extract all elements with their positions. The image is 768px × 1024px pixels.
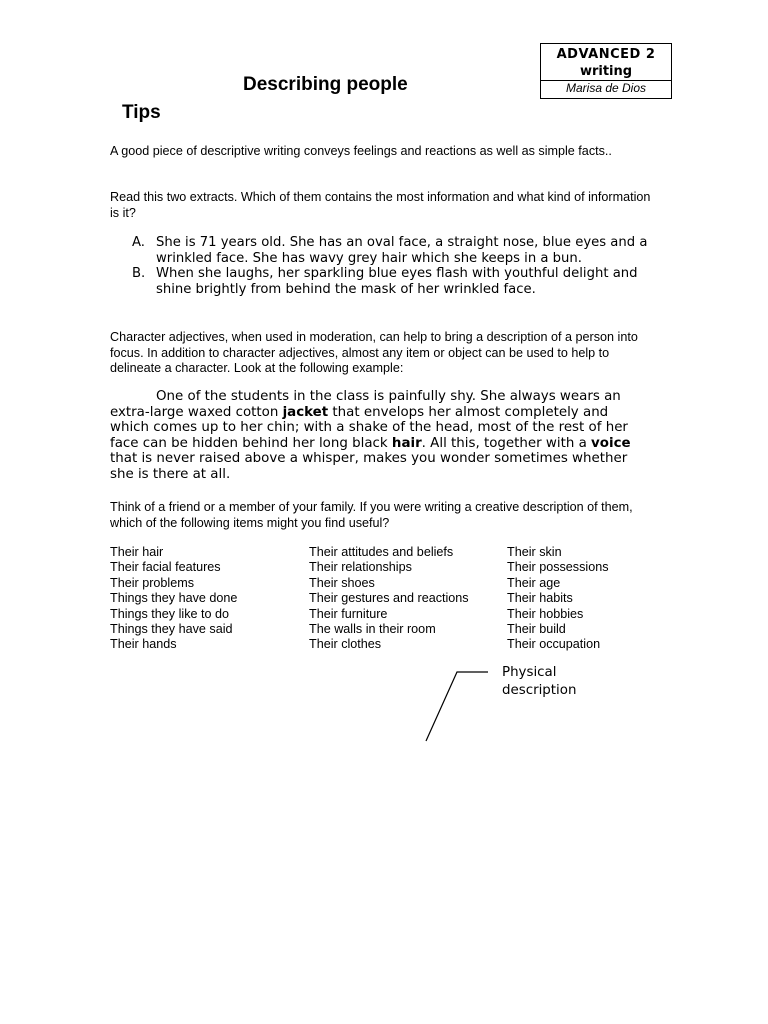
list-item: Things they have done	[110, 591, 238, 606]
list-item: Their furniture	[309, 606, 388, 621]
list-item: Their occupation	[507, 637, 601, 652]
level-box	[540, 43, 672, 99]
list-item: Their problems	[110, 575, 194, 590]
page-title: Describing people	[243, 74, 408, 95]
list-item: Their clothes	[309, 637, 382, 652]
intro-paragraph: A good piece of descriptive writing conveys feelings and reactions as well as simple facts..	[110, 144, 612, 158]
keyword-jacket: jacket	[282, 404, 329, 420]
author-label: Marisa de Dios	[541, 80, 671, 96]
callout-line: Physical	[502, 665, 557, 680]
level-label: ADVANCED 2	[556, 47, 656, 62]
example-text: One of the students in the class is painfully shy. She always wears an extra-large waxed cotton	[110, 389, 621, 420]
task-paragraph: Think of a friend or a member of your family. If you were writing a creative description of them, which of the following items might you find useful?	[110, 500, 633, 530]
list-item: Their hands	[110, 637, 177, 652]
extract-text: She is 71 years old. She has an oval face, a straight nose, blue eyes and a wrinkled face. She has wavy grey hair which she keeps in a bun.	[156, 235, 648, 266]
keyword-voice: voice	[591, 435, 631, 451]
list-item: Things they like to do	[110, 606, 230, 621]
question-paragraph: Read this two extracts. Which of them contains the most information and what kind of information is it?	[110, 190, 651, 220]
list-item: Their build	[507, 622, 566, 637]
list-item: Their relationships	[309, 560, 412, 575]
example-text: that is never raised above a whisper, makes you wonder sometimes whether she is there at all.	[110, 451, 628, 482]
extracts-list	[132, 235, 660, 297]
items-column-3	[507, 545, 609, 653]
list-item: Their facial features	[110, 560, 221, 575]
example-text: that envelops her almost completely and which comes up to her chin; with a shake of the head, most of the rest of her face can be hidden behind her long black	[110, 404, 628, 451]
extract-text: When she laughs, her sparkling blue eyes flash with youthful delight and shine brightly from behind the mask of her wrinkled face.	[156, 266, 638, 297]
list-item: Their hair	[110, 545, 164, 559]
list-item: Their hobbies	[507, 606, 584, 621]
callout-pointer-line	[420, 664, 492, 746]
list-item: Their gestures and reactions	[309, 591, 469, 606]
list-item: Their skin	[507, 545, 562, 559]
list-item: Their habits	[507, 591, 573, 606]
adjectives-paragraph: Character adjectives, when used in moderation, can help to bring a description of a person into focus. In addition to character adjectives, almost any item or object can be used to help to delineate a character. Look at the following example:	[110, 330, 638, 375]
extract-b	[132, 266, 660, 297]
keyword-hair: hair	[391, 435, 422, 451]
example-text: . All this, together with a	[421, 435, 592, 451]
list-item: Their possessions	[507, 560, 609, 575]
tips-heading: Tips	[122, 102, 161, 123]
physical-description-callout	[502, 664, 612, 700]
extract-a	[132, 235, 660, 266]
items-column-1	[110, 545, 237, 653]
example-paragraph	[110, 389, 650, 483]
list-item: The walls in their room	[309, 622, 436, 637]
extract-marker: A.	[132, 235, 145, 250]
extract-marker: B.	[132, 266, 146, 282]
skill-label: writing	[579, 64, 633, 79]
items-column-2	[309, 545, 469, 653]
list-item: Their shoes	[309, 575, 375, 590]
list-item: Their attitudes and beliefs	[309, 545, 454, 559]
list-item: Things they have said	[110, 622, 233, 637]
callout-line: description	[502, 683, 577, 698]
list-item: Their age	[507, 575, 561, 590]
